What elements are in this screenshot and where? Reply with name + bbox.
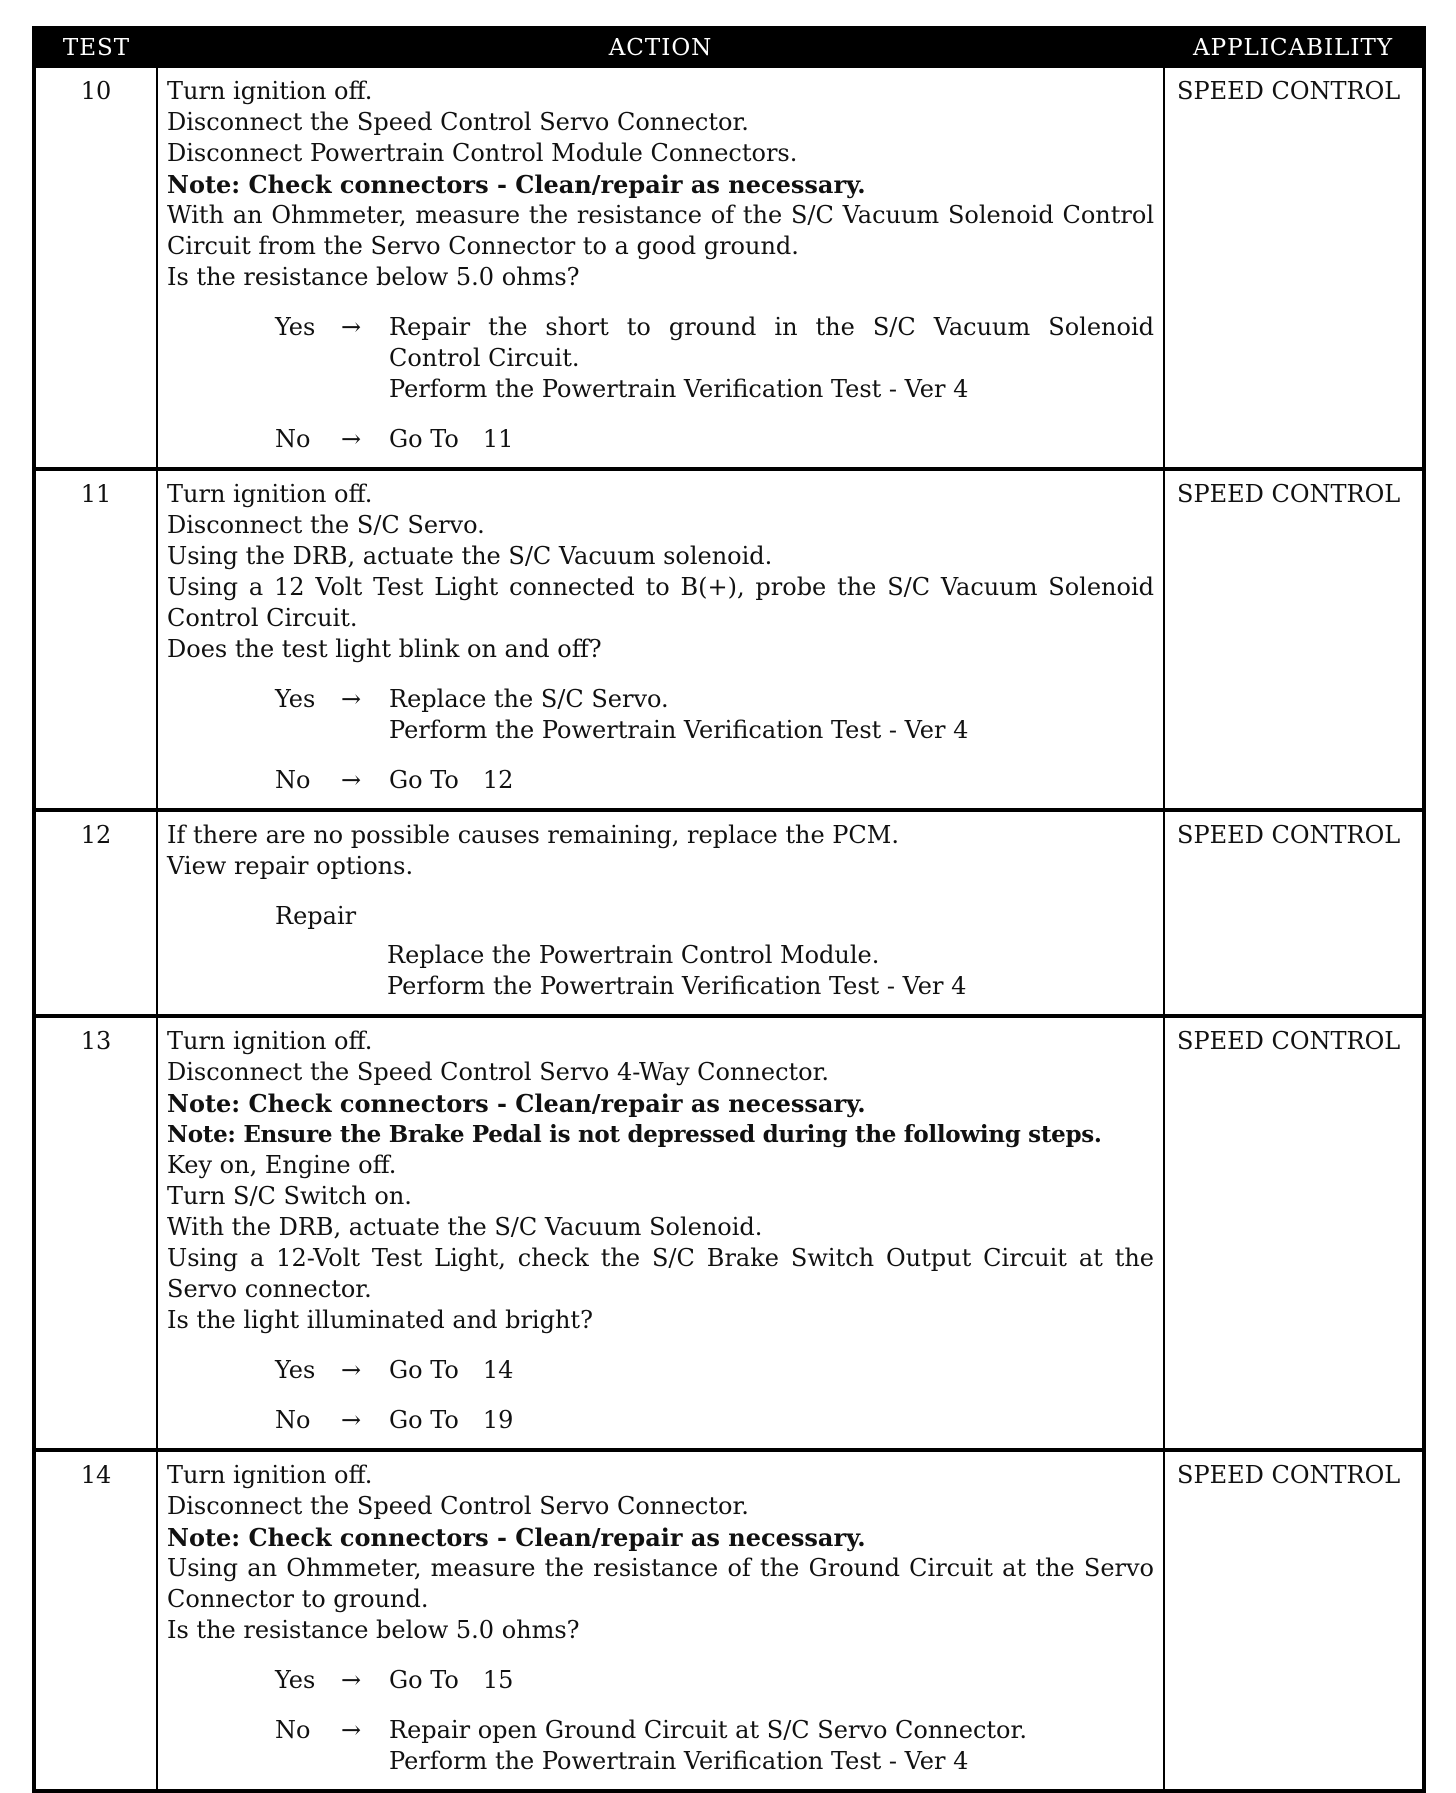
action-step: Key on, Engine off. xyxy=(167,1151,397,1179)
goto-target[interactable]: 19 xyxy=(482,1406,514,1434)
goto-target[interactable]: 11 xyxy=(482,425,514,453)
action-step: View repair options. xyxy=(167,852,414,880)
action-cell xyxy=(157,469,1164,810)
action-cell xyxy=(157,1016,1164,1450)
action-step: Using the DRB, actuate the S/C Vacuum solenoid. xyxy=(167,542,773,570)
arrow-icon: → xyxy=(341,313,362,341)
action-question: Is the resistance below 5.0 ohms? xyxy=(167,1616,580,1644)
action-step: Using an Ohmmeter, measure the resistance of the Ground Circuit at the Servo Connector to ground. xyxy=(167,1554,1154,1613)
yes-option xyxy=(167,1355,1154,1386)
yes-option xyxy=(167,312,1154,405)
yes-label: Yes xyxy=(275,1356,316,1384)
goto-label: Go To xyxy=(389,1666,459,1694)
no-result-line: Perform the Powertrain Verification Test - Ver 4 xyxy=(389,1747,969,1775)
no-label: No xyxy=(275,1406,311,1434)
arrow-icon: → xyxy=(341,685,362,713)
table-row-test-10 xyxy=(34,67,1424,469)
action-step: Disconnect the Speed Control Servo Connector. xyxy=(167,108,749,136)
table-header-row xyxy=(34,28,1424,67)
no-option xyxy=(167,424,1154,455)
applicability-cell: SPEED CONTROL xyxy=(1164,1450,1424,1791)
diagnostic-test-table xyxy=(32,26,1426,1793)
no-result-line: Repair open Ground Circuit at S/C Servo Connector. xyxy=(389,1716,1027,1744)
header-test: TEST xyxy=(34,28,157,67)
applicability-cell: SPEED CONTROL xyxy=(1164,1016,1424,1450)
action-step: Disconnect Powertrain Control Module Connectors. xyxy=(167,139,798,167)
yes-result-line: Perform the Powertrain Verification Test - Ver 4 xyxy=(389,375,969,403)
table-row-test-11 xyxy=(34,469,1424,810)
yes-label: Yes xyxy=(275,1666,316,1694)
goto-label: Go To xyxy=(389,1356,459,1384)
yes-option xyxy=(167,1665,1154,1696)
action-step: Turn ignition off. xyxy=(167,1027,373,1055)
action-cell xyxy=(157,1450,1164,1791)
action-cell xyxy=(157,67,1164,469)
arrow-icon: → xyxy=(341,1406,362,1434)
diagnostic-table-sheet xyxy=(32,26,1422,1793)
action-step: Turn ignition off. xyxy=(167,480,373,508)
test-number: 11 xyxy=(34,469,157,810)
applicability-cell: SPEED CONTROL xyxy=(1164,810,1424,1016)
action-cell xyxy=(157,810,1164,1016)
action-step: Turn ignition off. xyxy=(167,1461,373,1489)
action-step: Disconnect the Speed Control Servo Connector. xyxy=(167,1492,749,1520)
header-applicability: APPLICABILITY xyxy=(1164,28,1424,67)
goto-label: Go To xyxy=(389,425,459,453)
goto-label: Go To xyxy=(389,766,459,794)
action-step: Turn S/C Switch on. xyxy=(167,1182,412,1210)
no-option xyxy=(167,1405,1154,1436)
repair-option-line: Perform the Powertrain Verification Test - Ver 4 xyxy=(387,972,967,1000)
no-option xyxy=(167,1715,1154,1777)
no-label: No xyxy=(275,1716,311,1744)
action-step: With an Ohmmeter, measure the resistance of the S/C Vacuum Solenoid Control Circuit from the Servo Connector to a good ground. xyxy=(167,201,1154,260)
goto-label: Go To xyxy=(389,1406,459,1434)
action-note: Note: Check connectors - Clean/repair as necessary. xyxy=(167,1089,866,1118)
applicability-cell: SPEED CONTROL xyxy=(1164,469,1424,810)
header-action: ACTION xyxy=(157,28,1164,67)
applicability-cell: SPEED CONTROL xyxy=(1164,67,1424,469)
yes-result xyxy=(389,312,1154,405)
arrow-icon: → xyxy=(341,1356,362,1384)
yes-label: Yes xyxy=(275,313,316,341)
test-number: 14 xyxy=(34,1450,157,1791)
action-step: Turn ignition off. xyxy=(167,77,373,105)
repair-option-line: Replace the Powertrain Control Module. xyxy=(387,941,880,969)
action-note: Note: Ensure the Brake Pedal is not depressed during the following steps. xyxy=(167,1121,1102,1148)
table-row-test-12 xyxy=(34,810,1424,1016)
goto-target[interactable]: 14 xyxy=(482,1356,514,1384)
test-number: 10 xyxy=(34,67,157,469)
arrow-icon: → xyxy=(341,1716,362,1744)
action-step: Using a 12-Volt Test Light, check the S/C Brake Switch Output Circuit at the Servo connector. xyxy=(167,1244,1154,1303)
action-step: Using a 12 Volt Test Light connected to B(+), probe the S/C Vacuum Solenoid Control Circuit. xyxy=(167,573,1154,632)
yes-result-line: Replace the S/C Servo. xyxy=(389,685,669,713)
test-number: 12 xyxy=(34,810,157,1016)
action-note: Note: Check connectors - Clean/repair as necessary. xyxy=(167,170,866,199)
action-step: Disconnect the S/C Servo. xyxy=(167,511,485,539)
action-step: If there are no possible causes remaining, replace the PCM. xyxy=(167,821,899,849)
no-result xyxy=(389,1715,1154,1777)
yes-label: Yes xyxy=(275,685,316,713)
arrow-icon: → xyxy=(341,1666,362,1694)
table-row-test-13 xyxy=(34,1016,1424,1450)
yes-result xyxy=(389,684,1154,746)
no-label: No xyxy=(275,766,311,794)
action-step: With the DRB, actuate the S/C Vacuum Solenoid. xyxy=(167,1213,763,1241)
goto-target[interactable]: 15 xyxy=(482,1666,514,1694)
yes-result-line: Perform the Powertrain Verification Test - Ver 4 xyxy=(389,716,969,744)
action-question: Is the resistance below 5.0 ohms? xyxy=(167,263,580,291)
arrow-icon: → xyxy=(341,766,362,794)
action-step: Disconnect the Speed Control Servo 4-Way Connector. xyxy=(167,1058,830,1086)
arrow-icon: → xyxy=(341,425,362,453)
test-number: 13 xyxy=(34,1016,157,1450)
yes-result-line: Repair the short to ground in the S/C Vacuum Solenoid Control Circuit. xyxy=(389,313,1154,372)
repair-options xyxy=(387,940,1154,1002)
yes-option xyxy=(167,684,1154,746)
action-question: Does the test light blink on and off? xyxy=(167,635,602,663)
table-row-test-14 xyxy=(34,1450,1424,1791)
repair-label: Repair xyxy=(275,902,357,930)
no-label: No xyxy=(275,425,311,453)
action-note: Note: Check connectors - Clean/repair as necessary. xyxy=(167,1523,866,1552)
action-question: Is the light illuminated and bright? xyxy=(167,1306,593,1334)
no-option xyxy=(167,765,1154,796)
goto-target[interactable]: 12 xyxy=(482,766,514,794)
